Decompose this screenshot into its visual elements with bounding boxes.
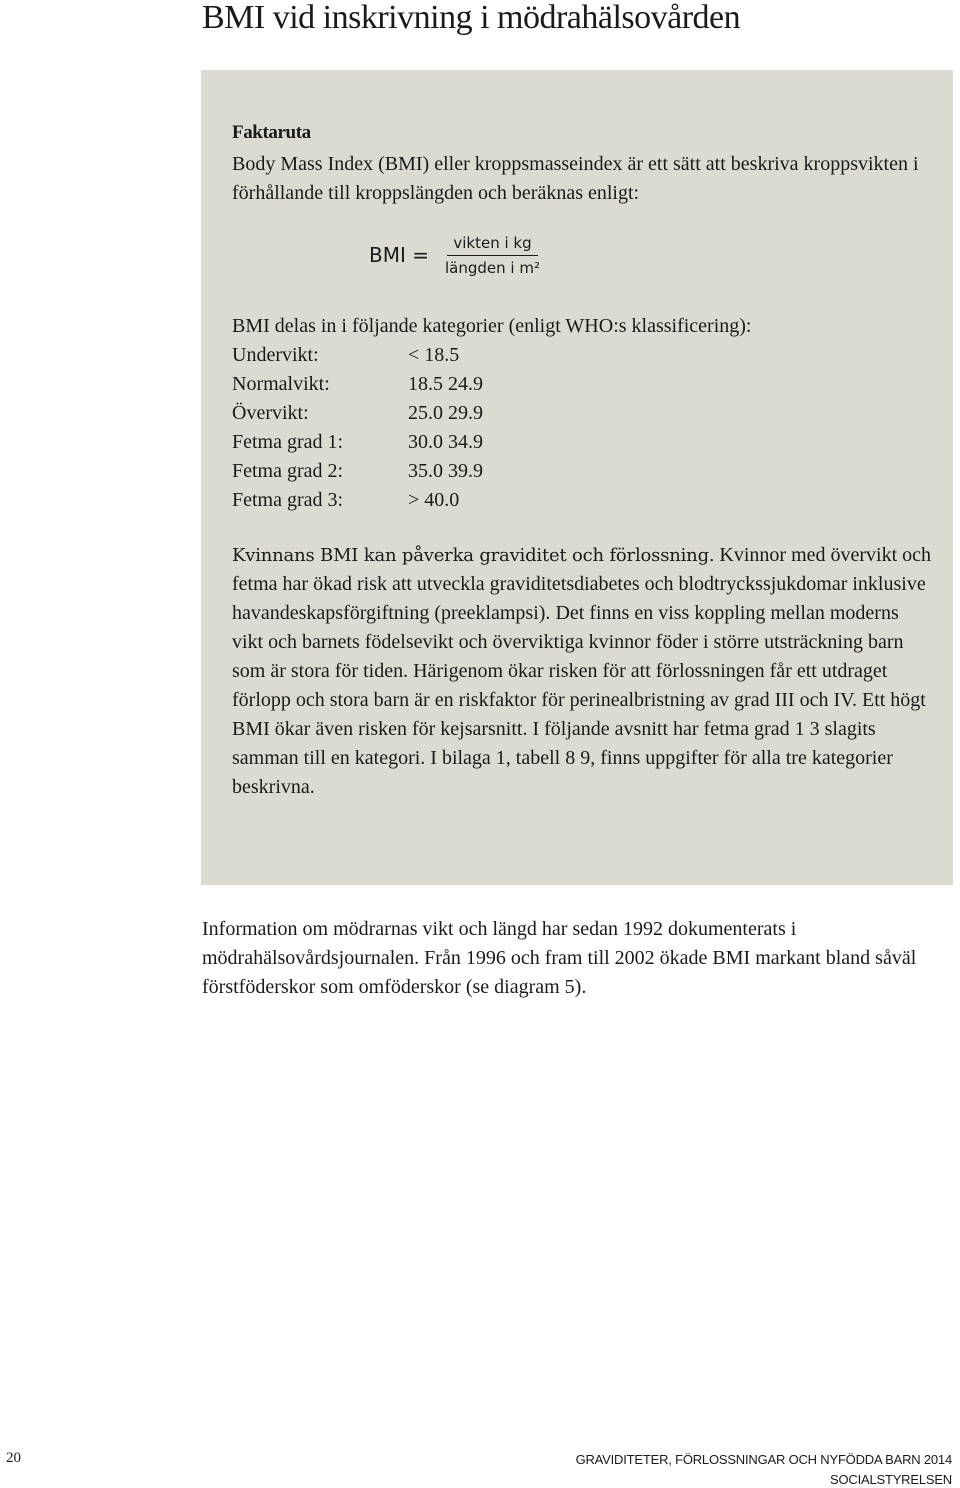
category-range: < 18.5 xyxy=(408,344,460,366)
category-row xyxy=(232,457,632,486)
bmi-category-list xyxy=(232,341,632,515)
body-text-part3: Härigenom ökar risken för att förlossningen får ett utdraget förlopp och stora barn är en riskfaktor för perinealbristning av grad III och IV. Ett högt BMI ökar även risken för kejsarsnitt. I följande avsnitt har fetma grad 1 3 slagits samman till en kategori. I bilaga 1, tabell 8 9, finns uppgifter för alla tre kategorier beskrivna. xyxy=(232,660,926,798)
category-row xyxy=(232,399,632,428)
body-text-part2: Det finns en viss koppling mellan moderns vikt och barnets födelsevikt och överviktiga kvinnor föder i större utsträckning barn som är stora för tiden. xyxy=(232,602,904,682)
formula-lhs: BMI = xyxy=(369,243,429,267)
body-lead-sentence: Kvinnans BMI kan påverka graviditet och förlossning. xyxy=(232,545,715,566)
category-row xyxy=(232,486,632,515)
fact-box-intro: Body Mass Index (BMI) eller kroppsmasseindex är ett sätt att beskriva kroppsvikten i förhållande till kroppslängden och beräknas enligt: xyxy=(232,153,919,204)
category-name: Undervikt: xyxy=(232,344,319,366)
category-row xyxy=(232,370,632,399)
formula-denominator: längden i m² xyxy=(445,258,540,277)
category-name: Övervikt: xyxy=(232,402,309,424)
bmi-formula xyxy=(369,232,546,278)
formula-fraction xyxy=(439,233,546,278)
body-text-part1: Kvinnor med övervikt och fetma har ökad risk att utveckla graviditetsdiabetes och blodtryckssjukdomar inklusive havandeskapsförgiftning (preeklampsi). xyxy=(232,544,932,624)
fact-box xyxy=(201,70,953,885)
footer-publication: GRAVIDITETER, FÖRLOSSNINGAR OCH NYFÖDDA BARN 2014 xyxy=(575,1452,952,1467)
category-row xyxy=(232,341,632,370)
page-title: BMI vid inskrivning i mödrahälsovården xyxy=(202,0,741,36)
body-paragraph: Information om mödrarnas vikt och längd har sedan 1992 dokumenterats i mödrahälsovårdsjournalen. Från 1996 och fram till 2002 ökade BMI markant bland såväl förstföderskor som omföderskor (se diagram 5). xyxy=(202,918,917,998)
category-name: Normalvikt: xyxy=(232,373,330,395)
category-range: 30.0 34.9 xyxy=(408,431,483,453)
category-row xyxy=(232,428,632,457)
fact-box-heading: Faktaruta xyxy=(232,122,311,143)
page-number: 20 xyxy=(6,1450,21,1466)
category-name: Fetma grad 2: xyxy=(232,460,344,482)
category-range: 25.0 29.9 xyxy=(408,402,483,424)
category-range: 18.5 24.9 xyxy=(408,373,483,395)
category-range: > 40.0 xyxy=(408,489,460,511)
fact-box-body xyxy=(232,541,932,802)
category-range: 35.0 39.9 xyxy=(408,460,483,482)
formula-numerator: vikten i kg xyxy=(447,233,537,256)
classification-intro: BMI delas in i följande kategorier (enligt WHO:s klassificering): xyxy=(232,315,752,337)
category-name: Fetma grad 3: xyxy=(232,489,344,511)
footer-organization: SOCIALSTYRELSEN xyxy=(830,1472,952,1487)
category-name: Fetma grad 1: xyxy=(232,431,344,453)
